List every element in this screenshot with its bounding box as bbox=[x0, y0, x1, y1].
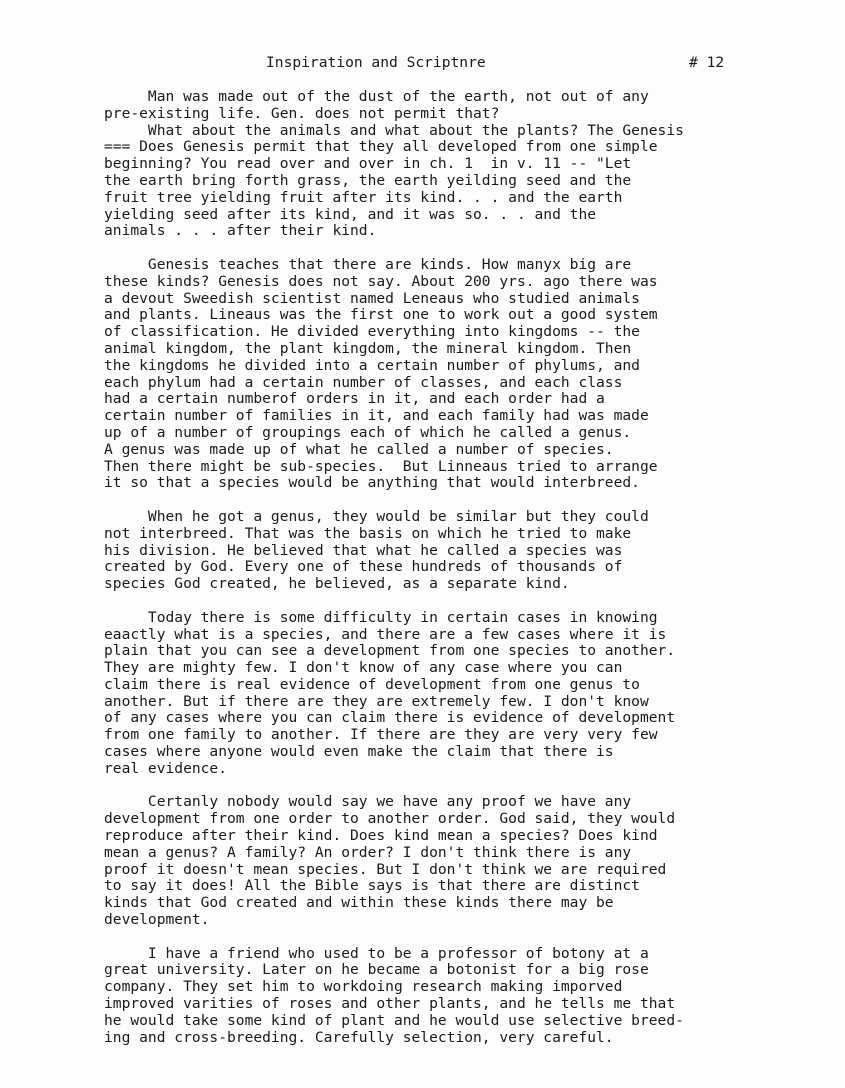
text-line: created by God. Every one of these hundreds of thousands of bbox=[104, 558, 623, 576]
text-line: it so that a species would be anything that would interbreed. bbox=[104, 474, 640, 492]
text-line: Certanly nobody would say we have any proof we have any bbox=[104, 793, 632, 811]
text-line: a devout Sweedish scientist named Leneaus who studied animals bbox=[104, 289, 640, 307]
text-line: species God created, he believed, as a separate kind. bbox=[104, 575, 570, 593]
text-line: Man was made out of the dust of the earth, not out of any bbox=[104, 88, 649, 105]
paragraph-gap bbox=[104, 492, 804, 509]
text-line: reproduce after their kind. Does kind mean a species? Does kind bbox=[104, 827, 658, 845]
text-line: he would take some kind of plant and he would use selective breed- bbox=[104, 1011, 684, 1029]
paragraph-gap bbox=[104, 778, 804, 795]
text-line: of any cases where you can claim there is evidence of development bbox=[104, 709, 676, 727]
text-line: fruit tree yielding fruit after its kind. . . and the earth bbox=[104, 188, 623, 206]
text-line: the earth bring forth grass, the earth yeilding seed and the bbox=[104, 171, 632, 189]
paragraph bbox=[104, 257, 804, 492]
text-line: I have a friend who used to be a professor of botony at a bbox=[104, 944, 649, 962]
text-line: animals . . . after their kind. bbox=[104, 222, 377, 240]
document-title: Inspiration and Scriptnre bbox=[266, 54, 486, 71]
text-line: great university. Later on he became a botonist for a big rose bbox=[104, 961, 649, 979]
text-line: kinds that God created and within these kinds there may be bbox=[104, 894, 614, 912]
text-line: each phylum had a certain number of classes, and each class bbox=[104, 373, 623, 391]
text-line: === Does Genesis permit that they all developed from one simple bbox=[104, 138, 658, 156]
text-line: Today there is some difficulty in certain cases in knowing bbox=[104, 608, 658, 626]
text-line: these kinds? Genesis does not say. About 200 yrs. ago there was bbox=[104, 272, 658, 290]
text-line: pre-existing life. Gen. does not permit that? bbox=[104, 104, 500, 122]
text-line: beginning? You read over and over in ch. 1 in v. 11 -- "Let bbox=[104, 155, 632, 173]
text-line: not interbreed. That was the basis on which he tried to make bbox=[104, 524, 632, 542]
paragraph bbox=[104, 610, 804, 778]
text-line: had a certain numberof orders in it, and each order had a bbox=[104, 390, 605, 408]
text-line: eaactly what is a species, and there are a few cases where it is bbox=[104, 625, 667, 643]
paragraph-gap bbox=[104, 929, 804, 946]
text-line: cases where anyone would even make the claim that there is bbox=[104, 743, 614, 761]
paragraph-gap bbox=[104, 240, 804, 257]
text-line: development. bbox=[104, 911, 210, 929]
text-line: animal kingdom, the plant kingdom, the mineral kingdom. Then bbox=[104, 339, 632, 357]
text-line: company. They set him to workdoing research making imporved bbox=[104, 978, 623, 996]
paragraph bbox=[104, 794, 804, 928]
text-line: plain that you can see a development from one species to another. bbox=[104, 642, 676, 660]
text-line: A genus was made up of what he called a number of species. bbox=[104, 440, 614, 458]
text-line: certain number of families in it, and each family had was made bbox=[104, 407, 649, 425]
text-line: Genesis teaches that there are kinds. How manyx big are bbox=[104, 255, 632, 273]
text-line: proof it doesn't mean species. But I don't think we are required bbox=[104, 860, 667, 878]
page-number: # 12 bbox=[689, 54, 725, 71]
page-header bbox=[0, 54, 845, 74]
document-body bbox=[104, 89, 804, 1046]
text-line: claim there is real evidence of development from one genus to bbox=[104, 675, 640, 693]
text-line: mean a genus? A family? An order? I don't think there is any bbox=[104, 843, 632, 861]
text-line: of classification. He divided everything into kingdoms -- the bbox=[104, 323, 640, 341]
text-line: another. But if there are they are extremely few. I don't know bbox=[104, 692, 649, 710]
paragraph bbox=[104, 946, 804, 1047]
paragraph bbox=[104, 89, 804, 240]
text-line: development from one order to another order. God said, they would bbox=[104, 810, 676, 828]
text-line: the kingdoms he divided into a certain number of phylums, and bbox=[104, 356, 640, 374]
text-line: What about the animals and what about the plants? The Genesis bbox=[104, 121, 684, 139]
text-line: and plants. Lineaus was the first one to work out a good system bbox=[104, 306, 658, 324]
text-line: Then there might be sub-species. But Linneaus tried to arrange bbox=[104, 457, 658, 475]
text-line: up of a number of groupings each of which he called a genus. bbox=[104, 423, 632, 441]
text-line: They are mighty few. I don't know of any case where you can bbox=[104, 659, 623, 677]
text-line: his division. He believed that what he called a species was bbox=[104, 541, 623, 559]
paragraph-gap bbox=[104, 593, 804, 610]
text-line: to say it does! All the Bible says is that there are distinct bbox=[104, 877, 640, 895]
text-line: from one family to another. If there are they are very very few bbox=[104, 726, 658, 744]
text-line: yielding seed after its kind, and it was so. . . and the bbox=[104, 205, 597, 223]
text-line: When he got a genus, they would be similar but they could bbox=[104, 507, 649, 525]
text-line: improved varities of roses and other plants, and he tells me that bbox=[104, 995, 676, 1013]
text-line: ing and cross-breeding. Carefully selection, very careful. bbox=[104, 1028, 614, 1046]
text-line: real evidence. bbox=[104, 759, 228, 777]
paragraph bbox=[104, 509, 804, 593]
